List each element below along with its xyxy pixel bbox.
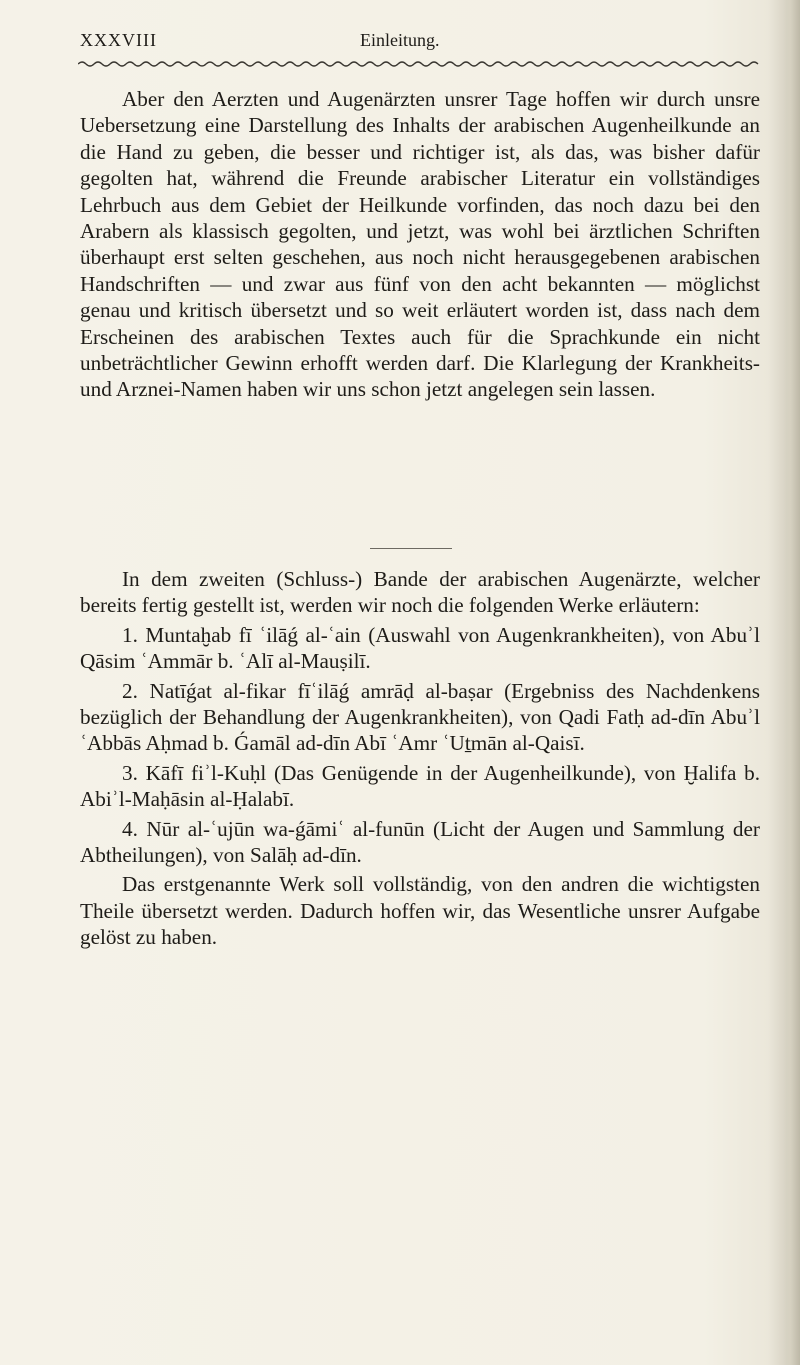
paragraph-2-text: In dem zweiten (Schluss-) Bande der arabischen Augenärzte, welcher bereits fertig gestellt ist, werden wir noch die folgenden Werke erläutern:: [80, 567, 760, 618]
section-separator: [370, 548, 452, 549]
ornamental-rule: [78, 60, 762, 68]
work-item-3: 3. Kāfī fiʾl-Kuḥl (Das Genügende in der Augenheilkunde), von Ḫalifa b. Abiʾl-Maḥāsin al-Ḥalabī.: [80, 760, 760, 812]
paragraph-physicians: [80, 86, 760, 403]
page-edge-shadow: [784, 0, 800, 1365]
paragraph-3-text: Das erstgenannte Werk soll vollständig, von den andren die wichtigsten Theile übersetzt werden. Dadurch hoffen wir, das Wesentliche unsrer Aufgabe gelöst zu haben.: [80, 872, 760, 950]
work-item-4: 4. Nūr al-ʿujūn wa-ǵāmiʿ al-funūn (Licht der Augen und Sammlung der Abtheilungen), von Salāḥ ad-dīn.: [80, 816, 760, 868]
work-item-1: 1. Muntaḫab fī ʿilāǵ al-ʿain (Auswahl von Augenkrankheiten), von Abuʾl Qāsim ʿAmmār b. ʿAlī al-Mauṣilī.: [80, 622, 760, 674]
page-number: XXXVIII: [80, 30, 157, 50]
running-head: [80, 30, 760, 58]
second-volume-section: [80, 566, 760, 951]
work-item-2: 2. Natīǵat al-fikar fīʿilāǵ amrāḍ al-baṣar (Ergebniss des Nachdenkens bezüglich der Behandlung der Augenkrankheiten), von Qadi Fatḥ ad-dīn Abuʾl ʿAbbās Aḥmad b. Ǵamāl ad-dīn Abī ʿAmr ʿUṯmān al-Qaisī.: [80, 678, 760, 756]
running-title: Einleitung.: [360, 30, 440, 50]
paragraph-1-text: Aber den Aerzten und Augenärzten unsrer Tage hoffen wir durch unsre Uebersetzung eine Darstellung des Inhalts der arabischen Augenheilkunde an die Hand zu geben, die besser und richtiger ist, als das, was bisher dafür gegolten hat, während die Freunde arabischer Literatur ein vollständiges Lehrbuch aus dem Gebiet der Heilkunde vorfinden, das noch dazu bei den Arabern als klassisch gegolten, und jetzt, was wohl bei ärztlichen Schriften überhaupt erst selten geschehen, aus noch nicht herausgegebenen arabischen Handschriften — und zwar aus fünf von den acht bekannten — möglichst genau und kritisch übersetzt und so weit erläutert worden ist, dass nach dem Erscheinen des arabischen Textes auch für die Sprachkunde ein nicht unbeträchtlicher Gewinn erhofft werden darf. Die Klarlegung der Krankheits- und Arznei-Namen haben wir uns schon jetzt angelegen sein lassen.: [80, 87, 760, 402]
